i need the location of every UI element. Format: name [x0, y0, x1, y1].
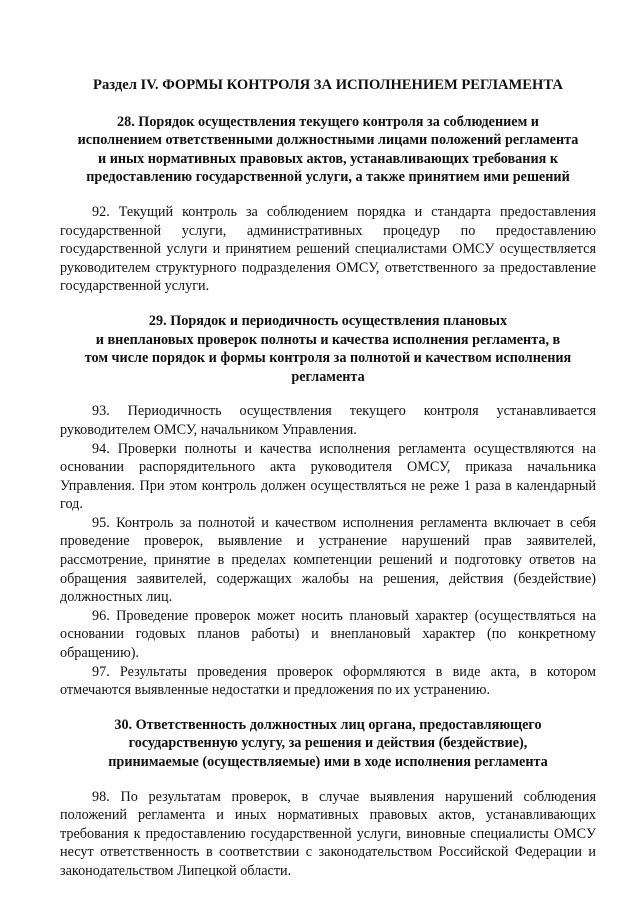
heading-29-line: и внеплановых проверок полноты и качества исполнения регламента, в [95, 331, 561, 348]
heading-29-line: 29. Порядок и периодичность осуществления плановых [148, 312, 508, 329]
section-title: Раздел IV. ФОРМЫ КОНТРОЛЯ ЗА ИСПОЛНЕНИЕМ РЕГЛАМЕНТА [93, 77, 563, 93]
paragraph-97: 97. Результаты проведения проверок оформляются в виде акта, в котором отмечаются выявленные недостатки и предложения по их устранению. [60, 663, 596, 699]
heading-28 [60, 113, 596, 187]
heading-28-line: и иных нормативных правовых актов, устанавливающих требования к [97, 150, 559, 167]
heading-30 [60, 716, 596, 772]
paragraph-95: 95. Контроль за полнотой и качеством исполнения регламента включает в себя проведение проверок, выявление и устранение нарушений прав заявителей, рассмотрение, принятие в пределах компетенции решений и подготовку ответов на обращения заявителей, содержащих жалобы на решения, действия (бездействие) должностных лиц. [60, 514, 596, 606]
heading-28-line: исполнением ответственными должностными лицами положений регламента [77, 132, 579, 149]
heading-28-line: предоставлению государственной услуги, а также принятием ими решений [86, 169, 570, 186]
paragraph-98: 98. По результатам проверок, в случае выявления нарушений соблюдения положений регламента и иных нормативных правовых актов, устанавливающих требования к предоставлению государственной услуги, виновные специалисты ОМСУ несут ответственность в соответствии с законодательством Российской Федерации и законодательством Липецкой области. [60, 788, 596, 879]
paragraph-94: 94. Проверки полноты и качества исполнения регламента осуществляются на основании распорядительного акта руководителя ОМСУ, приказа начальника Управления. При этом контроль должен осуществляться не реже 1 раза в календарный год. [60, 440, 596, 513]
heading-29-line: том числе порядок и формы контроля за полнотой и качеством исполнения [84, 350, 572, 367]
heading-28-line: 28. Порядок осуществления текущего контроля за соблюдением и [117, 113, 539, 130]
heading-29 [60, 312, 596, 386]
document-page [60, 68, 596, 881]
heading-29-line: регламента [291, 368, 365, 385]
paragraph-96: 96. Проведение проверок может носить плановый характер (осуществляться на основании годовых планов работы) и внеплановый характер (по конкретному обращению). [60, 607, 596, 662]
heading-30-line: 30. Ответственность должностных лиц органа, предоставляющего [114, 716, 542, 733]
heading-30-line: государственную услугу, за решения и действия (бездействие), [128, 735, 528, 752]
paragraph-92: 92. Текущий контроль за соблюдением порядка и стандарта предоставления государственной услуги, административных процедур по предоставлению государственной услуги и принятием решений специалистами ОМСУ осуществляется руководителем структурного подразделения ОМСУ, ответственного за предоставление государственной услуги. [60, 203, 596, 295]
heading-30-line: принимаемые (осуществляемые) ими в ходе исполнения регламента [108, 754, 548, 770]
paragraph-93: 93. Периодичность осуществления текущего контроля устанавливается руководителем ОМСУ, начальником Управления. [60, 403, 596, 438]
